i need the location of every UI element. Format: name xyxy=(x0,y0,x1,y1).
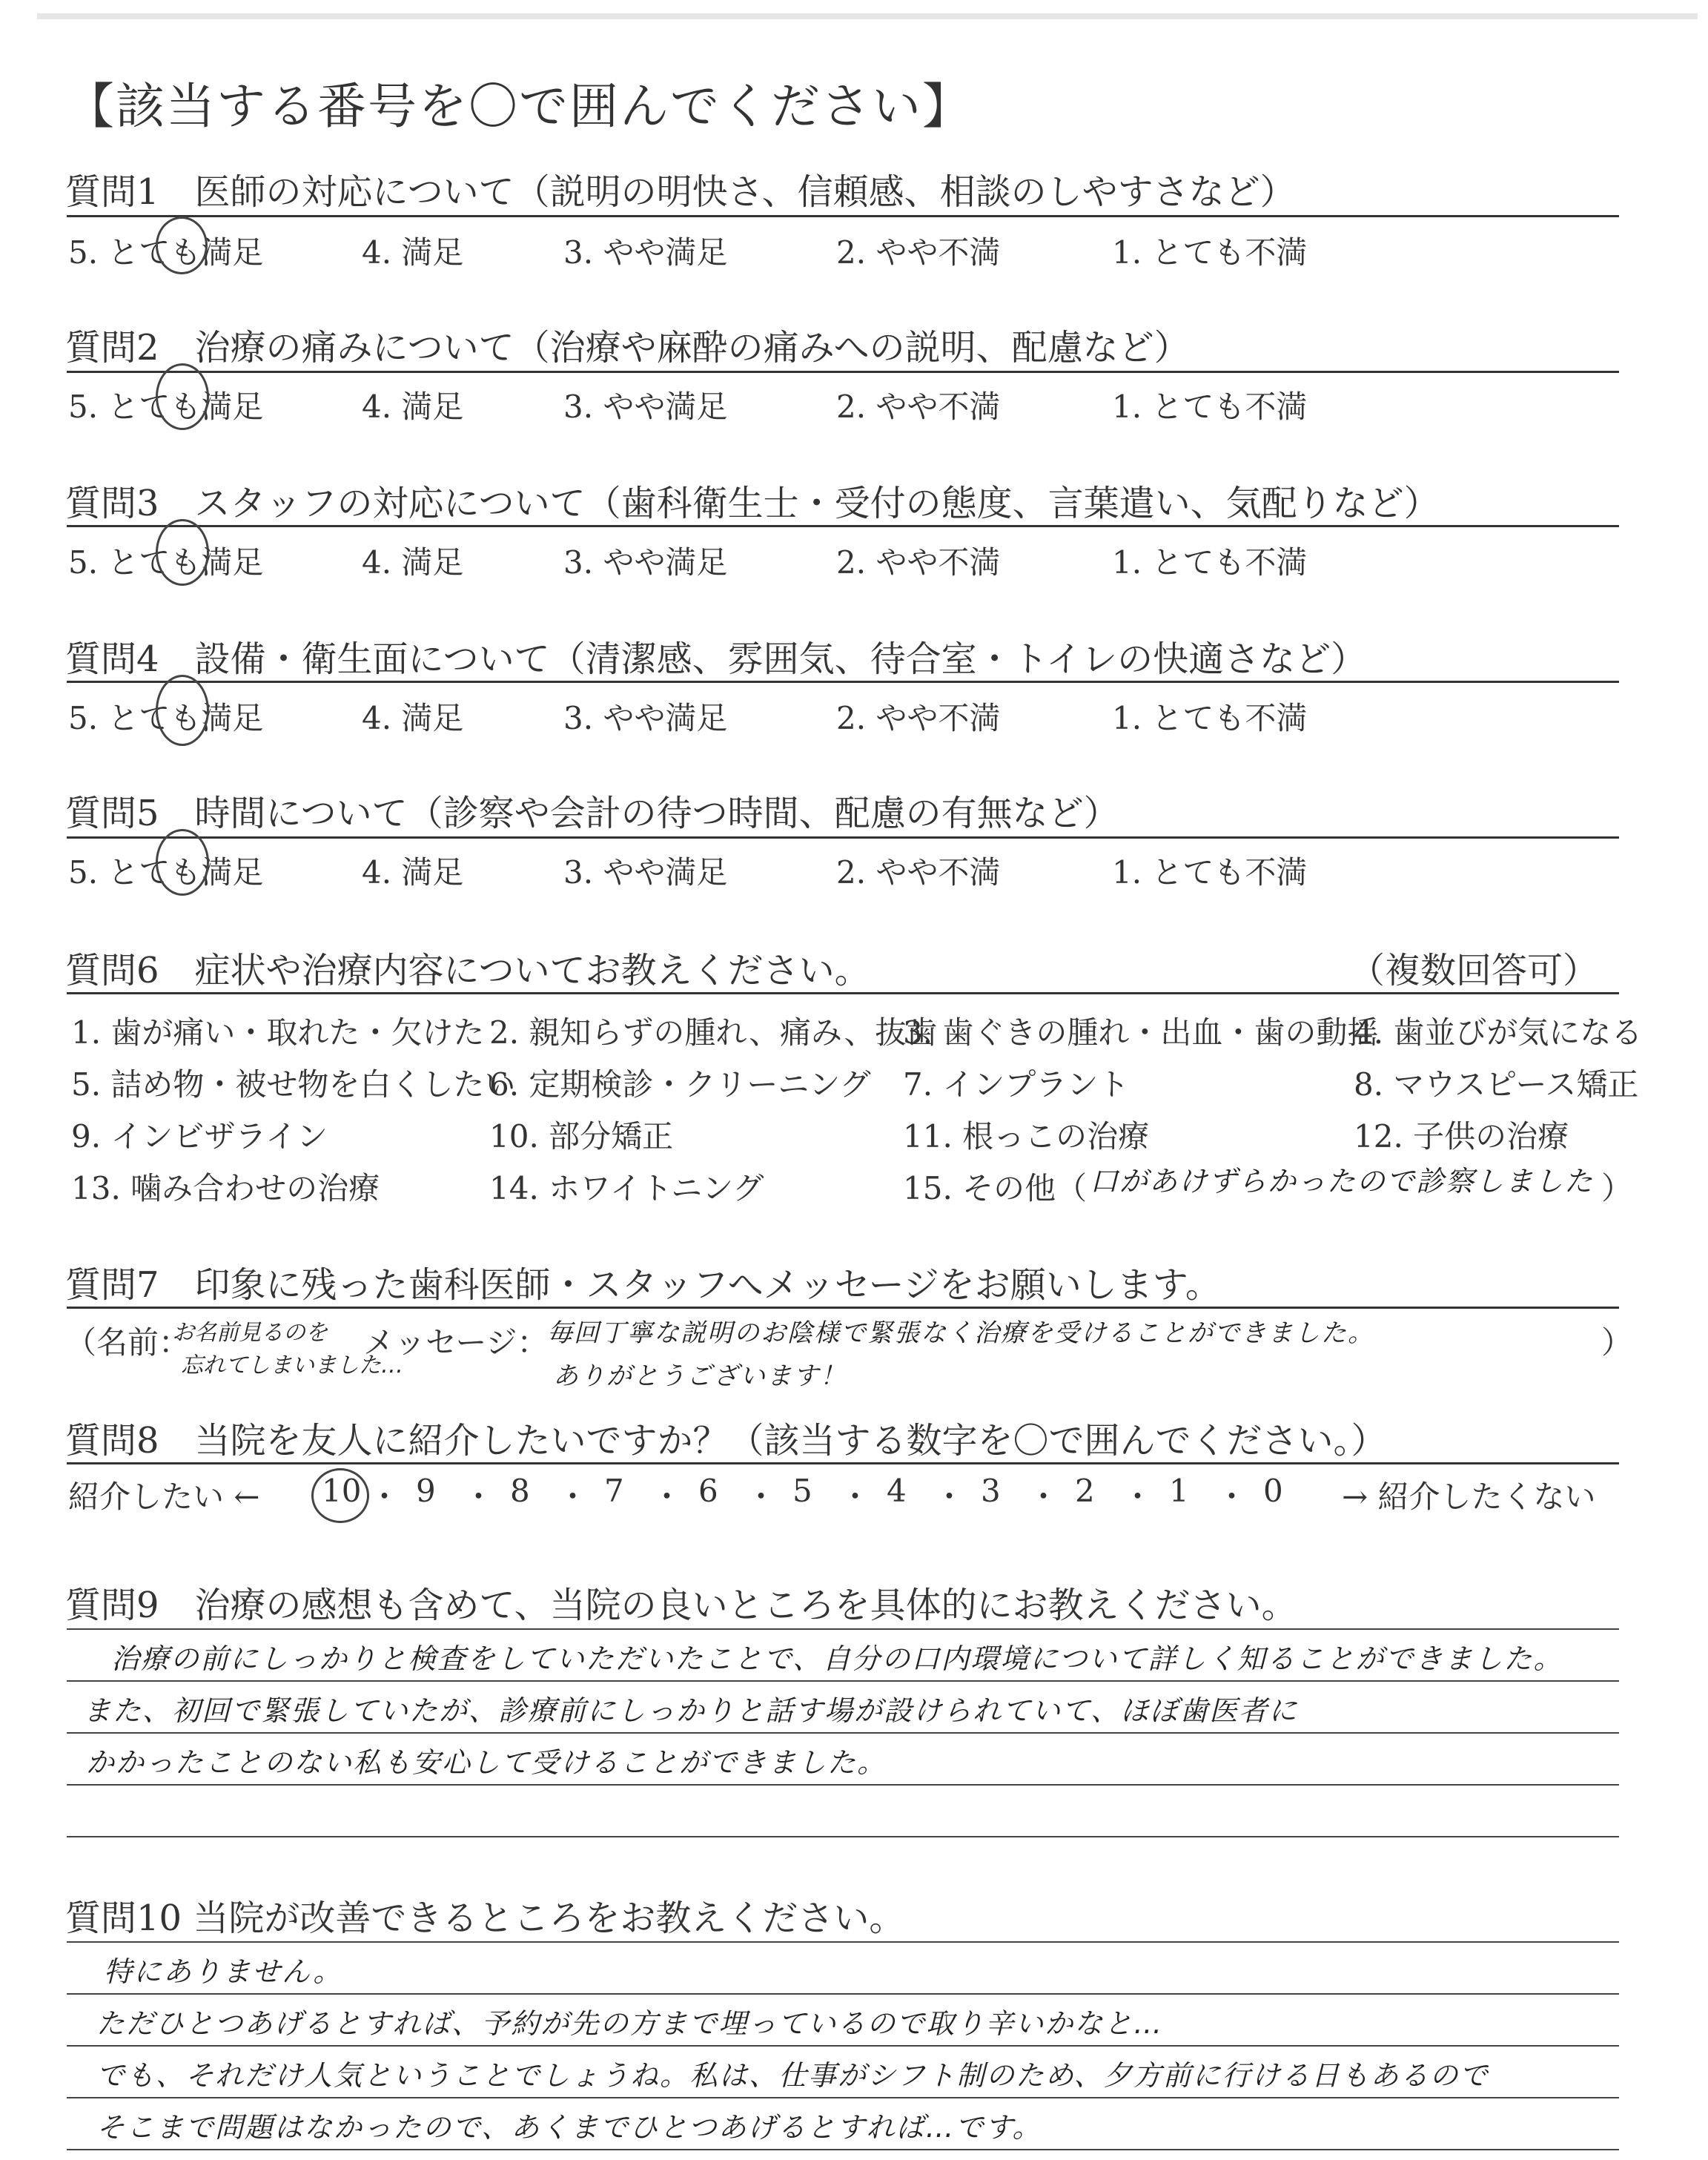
q8-number-0[interactable]: 0 xyxy=(1263,1473,1283,1509)
q6-option-3[interactable]: 3. 歯ぐきの腫れ・出血・歯の動揺 xyxy=(903,1014,1379,1051)
question-6-rule xyxy=(67,992,1619,994)
q4-option-2[interactable]: 2. やや不満 xyxy=(836,700,1001,736)
q8-separator: ・ xyxy=(651,1479,683,1515)
q6-option-4[interactable]: 4. 歯並びが気になる xyxy=(1354,1014,1643,1051)
q8-number-4[interactable]: 4 xyxy=(887,1473,907,1509)
q8-separator: ・ xyxy=(839,1479,871,1515)
question-10-title: 質問10 当院が改善できるところをお教えください。 xyxy=(65,1898,905,1939)
q8-number-2[interactable]: 2 xyxy=(1075,1473,1095,1509)
question-5-title: 質問5 時間について（診察や会計の待つ時間、配慮の有無など） xyxy=(65,793,1119,834)
q8-number-5[interactable]: 5 xyxy=(792,1473,812,1509)
q8-right-label: → 紹介したくない xyxy=(1342,1479,1596,1515)
q8-separator: ・ xyxy=(368,1479,400,1515)
question-7-title: 質問7 印象に残った歯科医師・スタッフへメッセージをお願いします。 xyxy=(65,1264,1221,1306)
q1-selected-circle xyxy=(156,217,208,274)
q6-other-answer: 口があけずらかったので診察しました xyxy=(1090,1165,1595,1198)
q4-option-5[interactable]: 5. とても満足 xyxy=(68,700,264,736)
q10-line-1 xyxy=(67,1941,1619,1943)
q10-line-2 xyxy=(67,1993,1619,1995)
question-9-title: 質問9 治療の感想も含めて、当院の良いところを具体的にお教えください。 xyxy=(65,1585,1297,1626)
q1-option-1[interactable]: 1. とても不満 xyxy=(1112,234,1308,271)
question-3-rule xyxy=(67,525,1619,527)
q9-answer-line-2: また、初回で緊張していたが、診療前にしっかりと話す場が設けられていて、ほぼ歯医者に xyxy=(83,1694,1299,1727)
q8-separator: ・ xyxy=(745,1479,777,1515)
q10-answer-line-1: 特にありません。 xyxy=(104,1955,343,1988)
q7-name-answer-1: お名前見るのを xyxy=(172,1320,328,1346)
q1-option-4[interactable]: 4. 満足 xyxy=(362,234,464,271)
q7-name-answer-2: 忘れてしまいました… xyxy=(181,1353,403,1378)
q8-number-8[interactable]: 8 xyxy=(510,1473,530,1509)
q8-separator: ・ xyxy=(933,1479,965,1515)
q3-option-1[interactable]: 1. とても不満 xyxy=(1112,544,1308,581)
q5-option-5[interactable]: 5. とても満足 xyxy=(68,854,264,891)
q10-line-4 xyxy=(67,2097,1619,2098)
q8-number-10[interactable]: 10 xyxy=(322,1473,362,1509)
question-4-title: 質問4 設備・衛生面について（清潔感、雰囲気、待合室・トイレの快適さなど） xyxy=(65,638,1367,680)
q6-option-14[interactable]: 14. ホワイトニング xyxy=(489,1170,764,1206)
q5-option-4[interactable]: 4. 満足 xyxy=(362,854,464,891)
question-8-rule xyxy=(67,1462,1619,1464)
q2-option-3[interactable]: 3. やや満足 xyxy=(563,389,728,425)
q10-answer-line-3: でも、それだけ人気ということでしょうね。私は、仕事がシフト制のため、夕方前に行ける日もあるので xyxy=(96,2059,1489,2092)
question-6-note: （複数回答可） xyxy=(1349,950,1599,991)
q7-close: ） xyxy=(1601,1324,1633,1361)
q6-option-11[interactable]: 11. 根っこの治療 xyxy=(903,1118,1150,1155)
q2-option-4[interactable]: 4. 満足 xyxy=(362,389,464,425)
q6-option-7[interactable]: 7. インプラント xyxy=(903,1066,1130,1103)
q2-option-2[interactable]: 2. やや不満 xyxy=(836,389,1001,425)
q5-option-2[interactable]: 2. やや不満 xyxy=(836,854,1001,891)
q7-message-1: 毎回丁寧な説明のお陰様で緊張なく治療を受けることができました。 xyxy=(547,1318,1374,1348)
q6-option-8[interactable]: 8. マウスピース矯正 xyxy=(1354,1066,1639,1103)
question-1-title: 質問1 医師の対応について（説明の明快さ、信頼感、相談のしやすさなど） xyxy=(65,171,1296,213)
q9-line-5 xyxy=(67,1836,1619,1837)
question-7-rule xyxy=(67,1307,1619,1309)
q8-separator: ・ xyxy=(557,1479,589,1515)
question-4-rule xyxy=(67,681,1619,683)
question-5-rule xyxy=(67,836,1619,839)
q8-number-7[interactable]: 7 xyxy=(604,1473,624,1509)
question-1-rule xyxy=(67,215,1619,217)
question-6-title: 質問6 症状や治療内容についてお教えください。 xyxy=(65,950,870,991)
q8-separator: ・ xyxy=(1216,1479,1248,1515)
q10-line-3 xyxy=(67,2045,1619,2047)
q5-selected-circle xyxy=(156,829,209,896)
q6-option-1[interactable]: 1. 歯が痛い・取れた・欠けた xyxy=(71,1014,485,1051)
q3-option-5[interactable]: 5. とても満足 xyxy=(68,544,264,581)
q6-other-close: ） xyxy=(1601,1170,1633,1206)
q1-option-5[interactable]: 5. とても満足 xyxy=(68,234,264,271)
q8-separator: ・ xyxy=(1122,1479,1153,1515)
q3-option-3[interactable]: 3. やや満足 xyxy=(563,544,728,581)
q8-number-3[interactable]: 3 xyxy=(981,1473,1001,1509)
q2-option-5[interactable]: 5. とても満足 xyxy=(68,389,264,425)
q7-name-label: （名前： xyxy=(65,1324,191,1361)
q8-separator: ・ xyxy=(1027,1479,1059,1515)
q8-selected-circle xyxy=(311,1468,369,1523)
q4-option-3[interactable]: 3. やや満足 xyxy=(563,700,728,736)
question-3-title: 質問3 スタッフの対応について（歯科衛生士・受付の態度、言葉遣い、気配りなど） xyxy=(65,483,1440,524)
q2-option-1[interactable]: 1. とても不満 xyxy=(1112,389,1308,425)
q6-option-12[interactable]: 12. 子供の治療 xyxy=(1354,1118,1569,1155)
question-8-title: 質問8 当院を友人に紹介したいですか？（該当する数字を〇で囲んでください。） xyxy=(65,1420,1387,1462)
q4-option-1[interactable]: 1. とても不満 xyxy=(1112,700,1308,736)
q10-answer-line-2: ただひとつあげるとすれば、予約が先の方まで埋っているので取り辛いかなと… xyxy=(96,2007,1164,2040)
q9-answer-line-1: 治療の前にしっかりと検査をしていただいたことで、自分の口内環境について詳しく知ることができました。 xyxy=(111,1642,1563,1675)
q9-line-4 xyxy=(67,1784,1619,1786)
q9-line-3 xyxy=(67,1732,1619,1734)
q6-option-13[interactable]: 13. 噛み合わせの治療 xyxy=(71,1170,380,1206)
q6-option-10[interactable]: 10. 部分矯正 xyxy=(489,1118,674,1155)
q7-message-label: メッセージ： xyxy=(363,1324,549,1361)
q3-option-2[interactable]: 2. やや不満 xyxy=(836,544,1001,581)
q8-left-label: 紹介したい ← xyxy=(68,1479,260,1515)
q6-option-5[interactable]: 5. 詰め物・被せ物を白くしたい xyxy=(71,1066,516,1103)
question-2-rule xyxy=(67,371,1619,373)
q1-option-3[interactable]: 3. やや満足 xyxy=(563,234,728,271)
q6-option-2[interactable]: 2. 親知らずの腫れ、痛み、抜歯 xyxy=(489,1014,938,1051)
q8-separator: ・ xyxy=(463,1479,494,1515)
q8-number-9[interactable]: 9 xyxy=(416,1473,436,1509)
q3-option-4[interactable]: 4. 満足 xyxy=(362,544,464,581)
q1-option-2[interactable]: 2. やや不満 xyxy=(836,234,1001,271)
q8-number-1[interactable]: 1 xyxy=(1169,1473,1189,1509)
q4-selected-circle xyxy=(156,675,209,746)
form-header: 【該当する番号を〇で囲んでください】 xyxy=(65,78,973,135)
q6-option-6[interactable]: 6. 定期検診・クリーニング xyxy=(489,1066,871,1103)
q9-answer-line-3: かかったことのない私も安心して受けることができました。 xyxy=(86,1746,887,1779)
q3-selected-circle xyxy=(156,519,209,586)
q2-selected-circle xyxy=(156,363,209,430)
q8-number-6[interactable]: 6 xyxy=(698,1473,718,1509)
q5-option-1[interactable]: 1. とても不満 xyxy=(1112,854,1308,891)
q6-option-15[interactable]: 15. その他（ xyxy=(903,1170,1088,1206)
question-2-title: 質問2 治療の痛みについて（治療や麻酔の痛みへの説明、配慮など） xyxy=(65,327,1190,369)
top-border xyxy=(37,13,1698,19)
q7-message-2: ありがとうございます！ xyxy=(553,1361,847,1391)
q10-line-5 xyxy=(67,2149,1619,2150)
q4-option-4[interactable]: 4. 満足 xyxy=(362,700,464,736)
q9-line-2 xyxy=(67,1680,1619,1682)
q10-answer-line-4: そこまで問題はなかったので、あくまでひとつあげるとすれば…です。 xyxy=(96,2111,1042,2144)
q5-option-3[interactable]: 3. やや満足 xyxy=(563,854,728,891)
q6-option-9[interactable]: 9. インビザライン xyxy=(71,1118,328,1155)
q9-line-1 xyxy=(67,1628,1619,1630)
